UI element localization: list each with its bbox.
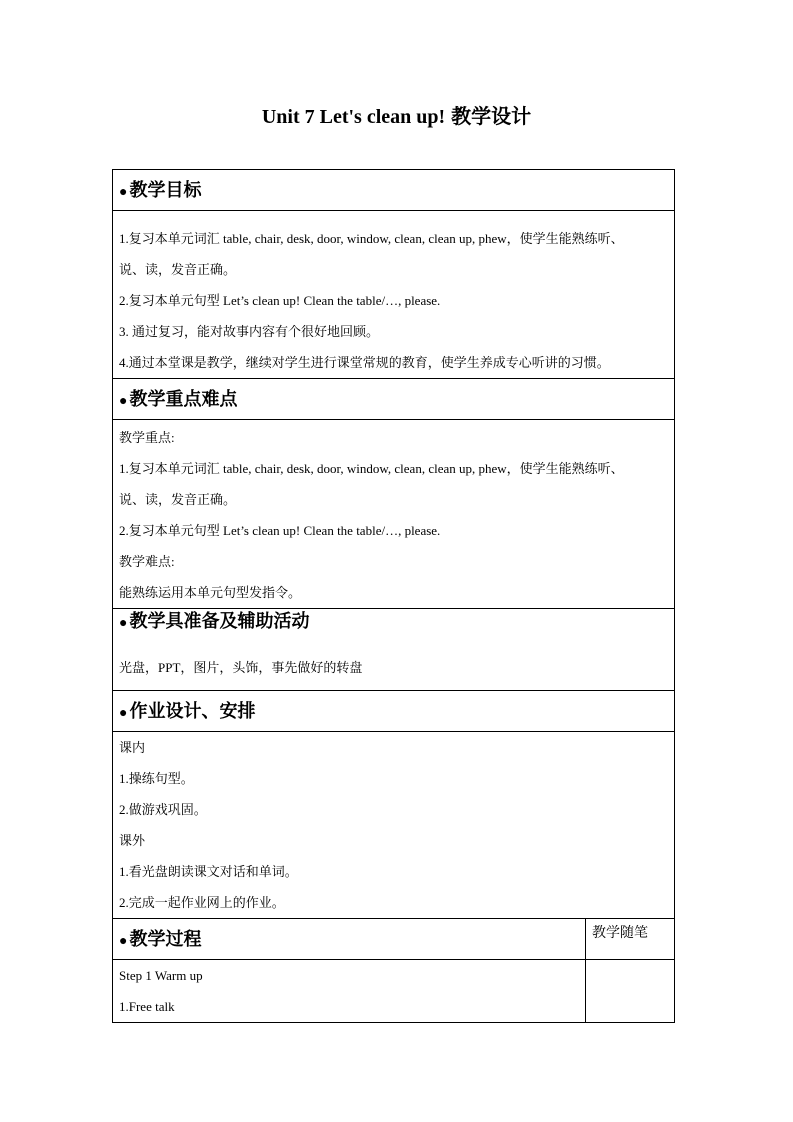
bullet-icon: ● <box>119 616 128 631</box>
process-line-1: Step 1 Warm up <box>119 968 203 983</box>
teaching-notes-label: 教学随笔 <box>592 926 648 941</box>
document-title <box>0 104 793 130</box>
key-points-heading-row <box>113 379 675 420</box>
title-chinese: 教学设计 <box>451 106 532 128</box>
title-english: Unit 7 Let's clean up! <box>261 106 446 128</box>
objectives-heading-row <box>113 170 675 211</box>
objectives-line-2: 说、读，发音正确。 <box>119 262 237 277</box>
objectives-line-5: 4.通过本堂课是教学，继续对学生进行课堂常规的教育，使学生养成专心听讲的习惯。 <box>119 355 610 370</box>
process-heading-row <box>113 919 675 960</box>
process-heading-cell <box>113 919 586 960</box>
notes-label-cell <box>586 919 675 960</box>
objectives-line-3: 2.复习本单元句型 Let’s clean up! Clean the table/…, please. <box>119 293 441 308</box>
homework-line-2: 1.操练句型。 <box>119 771 194 786</box>
materials-heading: ● 教学具准备及辅助活动 <box>119 611 310 631</box>
objectives-body <box>113 211 675 379</box>
objectives-heading-cell <box>113 170 675 211</box>
key-points-line-3: 说、读，发音正确。 <box>119 492 237 507</box>
key-points-line-5: 教学难点: <box>119 554 175 569</box>
homework-body <box>113 732 675 919</box>
homework-line-5: 1.看光盘朗读课文对话和单词。 <box>119 864 298 879</box>
homework-line-3: 2.做游戏巩固。 <box>119 802 207 817</box>
homework-heading: ● 作业设计、安排 <box>119 701 256 721</box>
process-heading: ● 教学过程 <box>119 929 202 949</box>
objectives-line-1: 1.复习本单元词汇 table, chair, desk, door, window, clean, clean up, phew，使学生能熟练听、 <box>119 231 624 246</box>
key-points-body <box>113 420 675 609</box>
objectives-heading: ● 教学目标 <box>119 180 202 200</box>
homework-body-row <box>113 732 675 919</box>
key-points-heading-cell <box>113 379 675 420</box>
homework-heading-cell <box>113 691 675 732</box>
key-points-line-4: 2.复习本单元句型 Let’s clean up! Clean the table/…, please. <box>119 523 441 538</box>
bullet-icon: ● <box>119 934 128 949</box>
lesson-plan-table <box>112 169 675 1023</box>
materials-line-1: 光盘，PPT，图片，头饰，事先做好的转盘 <box>119 660 363 675</box>
bullet-icon: ● <box>119 706 128 721</box>
process-body <box>113 960 586 1023</box>
homework-line-1: 课内 <box>119 740 146 755</box>
bullet-icon: ● <box>119 185 128 200</box>
notes-body-cell <box>586 960 675 1023</box>
key-points-line-2: 1.复习本单元词汇 table, chair, desk, door, window, clean, clean up, phew，使学生能熟练听、 <box>119 461 624 476</box>
process-line-2: 1.Free talk <box>119 999 175 1014</box>
materials-row <box>113 609 675 691</box>
key-points-line-1: 教学重点: <box>119 430 175 445</box>
key-points-line-6: 能熟练运用本单元句型发指令。 <box>119 585 302 600</box>
homework-line-4: 课外 <box>119 833 146 848</box>
bullet-icon: ● <box>119 394 128 409</box>
objectives-line-4: 3. 通过复习，能对故事内容有个很好地回顾。 <box>119 324 380 339</box>
key-points-body-row <box>113 420 675 609</box>
process-body-row <box>113 960 675 1023</box>
key-points-heading: ● 教学重点难点 <box>119 389 238 409</box>
objectives-body-row <box>113 211 675 379</box>
homework-heading-row <box>113 691 675 732</box>
materials-cell <box>113 609 675 691</box>
homework-line-6: 2.完成一起作业网上的作业。 <box>119 895 285 910</box>
